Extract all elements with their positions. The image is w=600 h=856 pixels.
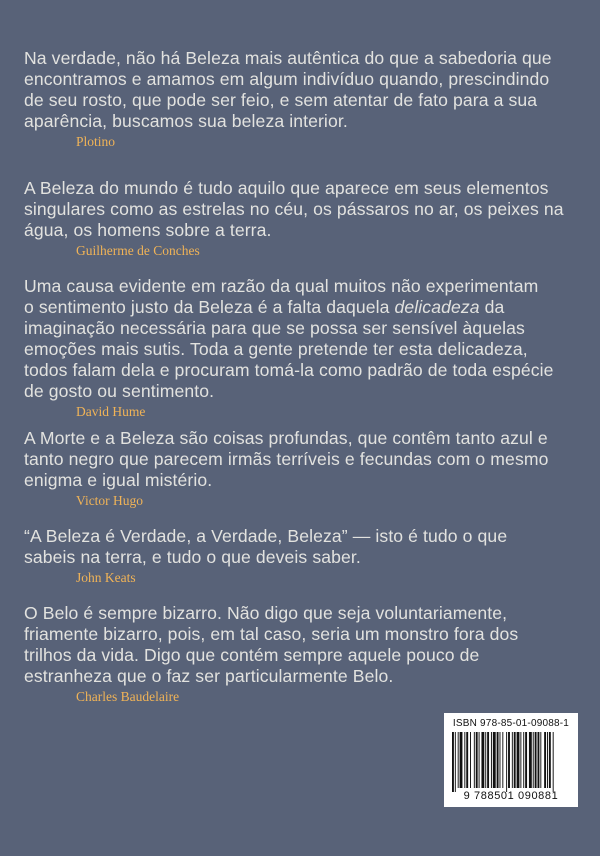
barcode-bar (464, 732, 465, 788)
barcode-bars (452, 732, 570, 792)
quote-line: de seu rosto, que pode ser feio, e sem atentar de fato para a sua (24, 90, 538, 110)
barcode-bar (474, 732, 475, 788)
barcode-digits: 9 788501 090881 (463, 790, 559, 802)
barcode-bar (470, 732, 471, 788)
barcode-bar (500, 732, 501, 788)
quote-line: singulares como as estrelas no céu, os pássaros no ar, os peixes na (24, 199, 564, 219)
quote-charles-baudelaire (24, 603, 580, 706)
quote-david-hume (24, 276, 580, 421)
quote-text (24, 428, 580, 491)
barcode-bar (544, 732, 546, 788)
quote-text (24, 48, 580, 132)
quote-line: encontramos e amamos em algum indivíduo quando, prescindindo (24, 69, 550, 89)
barcode-bar (547, 732, 548, 788)
quote-line: estranheza que o faz ser particularmente Belo. (24, 666, 394, 686)
barcode-bar (476, 732, 478, 788)
isbn-label: ISBN 978-85-01-09088-1 (452, 718, 570, 729)
barcode-bar (452, 732, 454, 792)
barcode-bar (508, 732, 510, 788)
barcode-bar (458, 732, 459, 788)
barcode-bar (514, 732, 516, 788)
barcode-bar (502, 732, 503, 788)
barcode-bar (512, 732, 513, 788)
barcode-bar (535, 732, 537, 788)
quote-line: emoções mais sutis. Toda a gente pretende ter esta delicadeza, (24, 339, 528, 359)
barcode-bar (517, 732, 520, 788)
barcode-bar (481, 732, 484, 788)
quote-author: David Hume (76, 404, 146, 419)
quote-guilherme-de-conches (24, 178, 580, 260)
quote-line: A Morte e a Beleza são coisas profundas, que contêm tanto azul e (24, 428, 548, 448)
barcode-bar (553, 732, 554, 792)
barcode-bar (493, 732, 496, 788)
quote-line: imaginação necessária para que se possa ser sensível àquelas (24, 318, 525, 338)
quote-text (24, 526, 580, 568)
quote-victor-hugo (24, 428, 580, 510)
quote-author: Charles Baudelaire (76, 689, 180, 704)
quote-line: Uma causa evidente em razão da qual muitos não experimentam (24, 276, 539, 296)
barcode-bar (455, 732, 456, 792)
barcode-bar (460, 732, 463, 788)
barcode-bar (520, 732, 521, 788)
barcode-bar (549, 732, 551, 788)
quote-text (24, 276, 580, 402)
barcode-bar (485, 732, 486, 788)
quote-plotino (24, 48, 580, 151)
barcode-bar (487, 732, 489, 788)
quote-line: sabeis na terra, e tudo o que deveis saber. (24, 547, 361, 567)
quote-line: todos falam dela e procuram tomá-la como padrão de toda espécie (24, 360, 554, 380)
quote-john-keats (24, 526, 580, 587)
quote-line: “A Beleza é Verdade, a Verdade, Beleza” — isto é tudo o que (24, 526, 508, 546)
barcode-bar (479, 732, 480, 788)
quote-line: de gosto ou sentimento. (24, 381, 215, 401)
quote-author: Guilherme de Conches (76, 243, 200, 258)
barcode-bar (538, 732, 540, 788)
barcode-bar (529, 732, 532, 788)
quote-line: tanto negro que parecem irmãs terríveis e fecundas com o mesmo (24, 449, 549, 469)
barcode-bar (491, 732, 492, 788)
barcode-bar (525, 732, 527, 788)
quote-line: trilhos da vida. Digo que contém sempre aquele pouco de (24, 645, 480, 665)
isbn-barcode (444, 713, 578, 807)
quote-line: A Beleza do mundo é tudo aquilo que aparece em seus elementos (24, 178, 549, 198)
quote-author: Plotino (76, 134, 116, 149)
barcode-bar (533, 732, 534, 788)
quote-line: o sentimento justo da Beleza é a falta daquela delicadeza da (24, 297, 505, 317)
quote-author: John Keats (76, 570, 136, 585)
quote-line: O Belo é sempre bizarro. Não digo que seja voluntariamente, (24, 603, 508, 623)
quote-line: água, os homens sobre a terra. (24, 220, 272, 240)
quote-line: enigma e igual mistério. (24, 470, 213, 490)
quote-author: Victor Hugo (76, 493, 144, 508)
barcode-bar (466, 732, 468, 788)
quote-text (24, 603, 580, 687)
quote-line: Na verdade, não há Beleza mais autêntica do que a sabedoria que (24, 48, 552, 68)
italic-word: delicadeza (394, 297, 480, 317)
barcode-bar (506, 732, 507, 792)
quote-line: aparência, buscamos sua beleza interior. (24, 111, 348, 131)
barcode-bar (497, 732, 499, 788)
quote-line: friamente bizarro, pois, em tal caso, seria um monstro fora dos (24, 624, 519, 644)
barcode-bar (523, 732, 524, 788)
barcode-bar (540, 732, 541, 788)
quote-text (24, 178, 580, 241)
